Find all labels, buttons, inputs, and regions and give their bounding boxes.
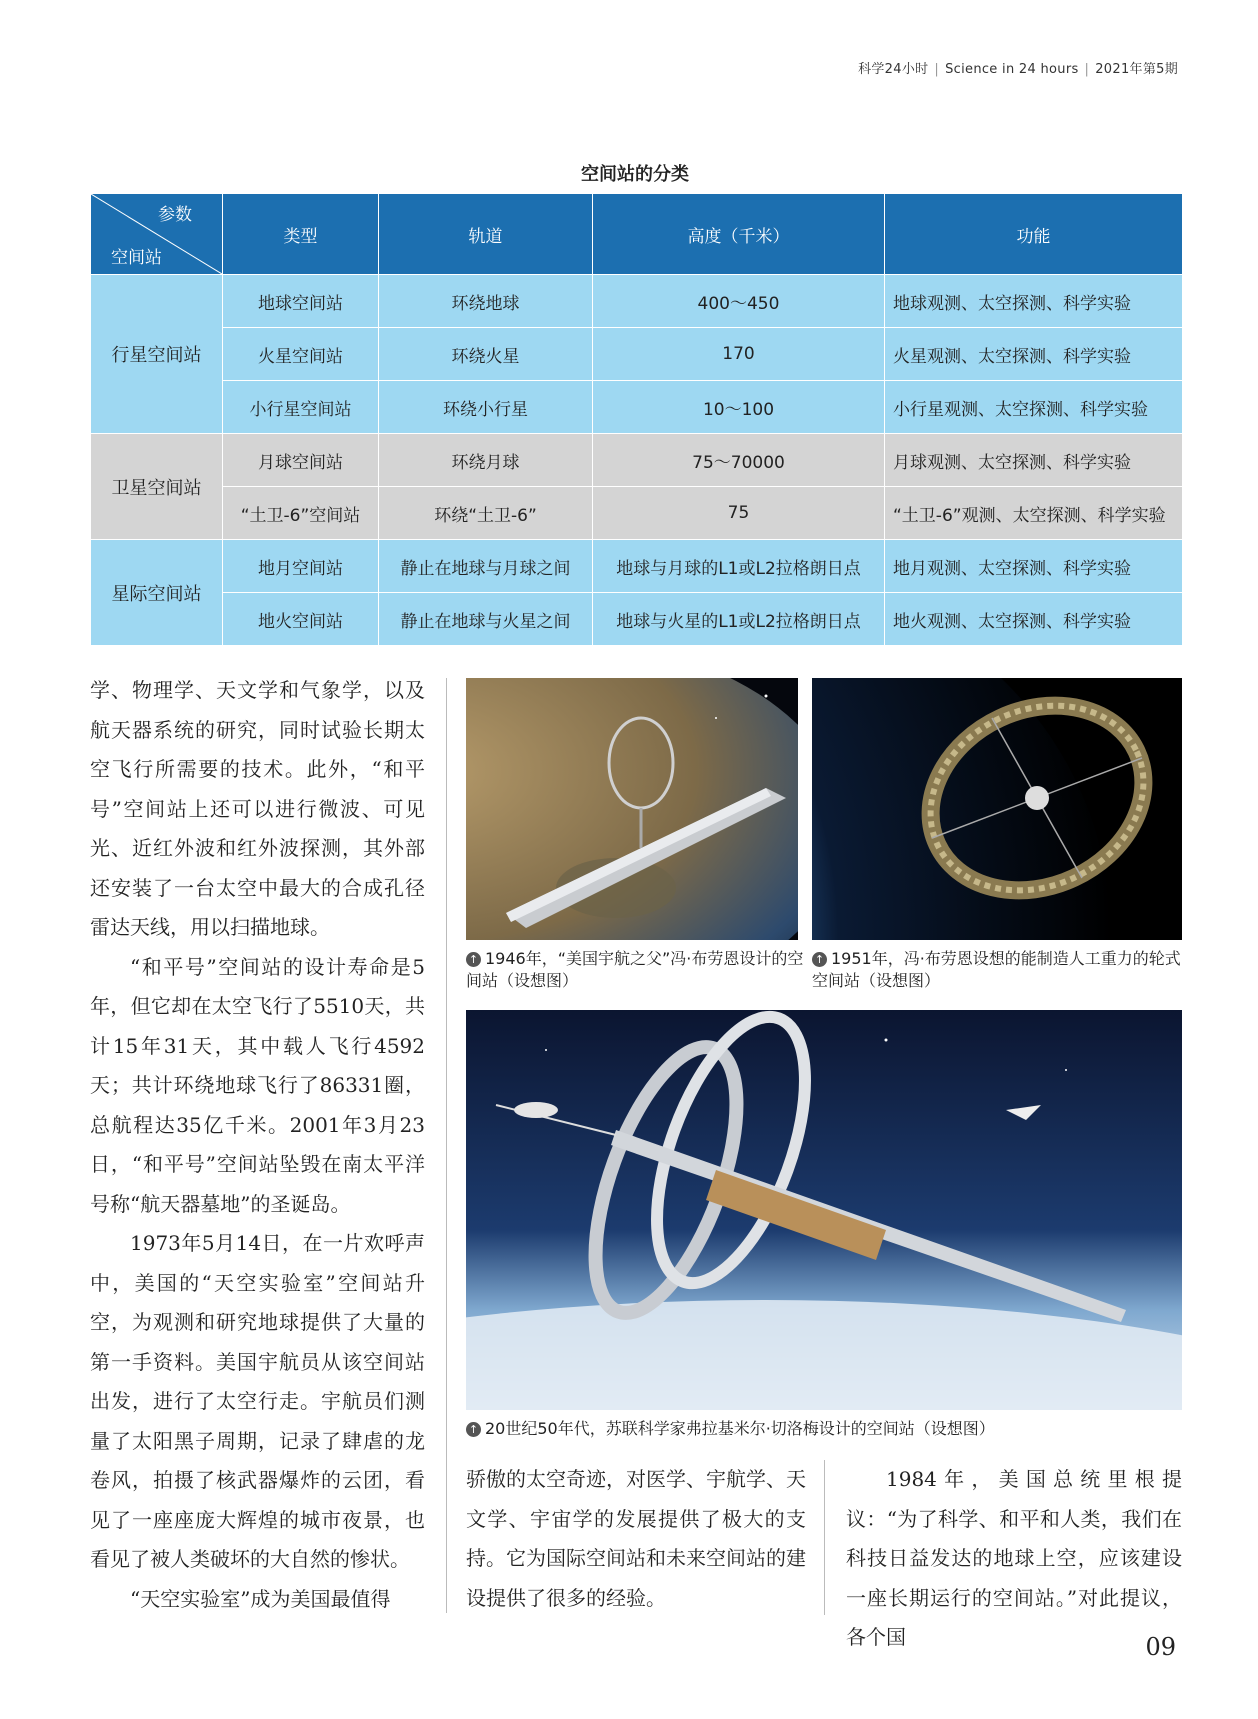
cell-type: “土卫-6”空间站 xyxy=(223,487,379,540)
cell-type: 地月空间站 xyxy=(223,540,379,593)
header-function: 功能 xyxy=(885,194,1183,275)
group-label: 卫星空间站 xyxy=(91,434,223,540)
header-journal-cn: 科学24小时 xyxy=(858,62,929,77)
cell-altitude: 400～450 xyxy=(593,275,885,328)
left-text-column xyxy=(90,671,425,1619)
photo-3-caption xyxy=(466,1418,1182,1440)
group-label: 行星空间站 xyxy=(91,275,223,434)
group-label: 星际空间站 xyxy=(91,540,223,646)
table-row xyxy=(91,593,1183,646)
caption-text: 1946年，“美国宇航之父”冯·布劳恩设计的空间站（设想图） xyxy=(466,949,804,990)
header-issue: 2021年第5期 xyxy=(1095,62,1178,77)
cell-function: 火星观测、太空探测、科学实验 xyxy=(885,328,1183,381)
middle-text-column xyxy=(466,1460,806,1618)
paragraph: 1973年5月14日，在一片欢呼声中，美国的“天空实验室”空间站升空，为观测和研究地球提供了大量的第一手资料。美国宇航员从该空间站出发，进行了太空行走。宇航员们测量了太阳黑子周期，记录了肆虐的龙卷风，拍摄了核武器爆炸的云团，看见了一座座庞大辉煌的城市夜景，也看见了被人类破坏的大自然的惨状。 xyxy=(90,1231,425,1571)
header-journal-en: Science in 24 hours xyxy=(945,62,1079,77)
cell-function: 地月观测、太空探测、科学实验 xyxy=(885,540,1183,593)
cell-type: 火星空间站 xyxy=(223,328,379,381)
cell-orbit: 环绕小行星 xyxy=(379,381,593,434)
photo-1951-wheel-station xyxy=(812,678,1182,940)
classification-table xyxy=(90,193,1183,646)
cell-function: 小行星观测、太空探测、科学实验 xyxy=(885,381,1183,434)
cell-orbit: 环绕“土卫-6” xyxy=(379,487,593,540)
table-row xyxy=(91,487,1183,540)
table-title: 空间站的分类 xyxy=(581,164,689,185)
column-divider xyxy=(446,678,447,1613)
cell-orbit: 静止在地球与月球之间 xyxy=(379,540,593,593)
cell-altitude: 地球与月球的L1或L2拉格朗日点 xyxy=(593,540,885,593)
page-number: 09 xyxy=(1145,1633,1176,1661)
corner-label-params: 参数 xyxy=(158,205,192,225)
table-row xyxy=(91,328,1183,381)
cell-function: 月球观测、太空探测、科学实验 xyxy=(885,434,1183,487)
paragraph: 骄傲的太空奇迹，对医学、宇航学、天文学、宇宙学的发展提供了极大的支持。它为国际空间站和未来空间站的建设提供了很多的经验。 xyxy=(466,1467,806,1610)
table-row xyxy=(91,540,1183,593)
header-type: 类型 xyxy=(223,194,379,275)
cell-altitude: 75～70000 xyxy=(593,434,885,487)
cell-altitude: 10～100 xyxy=(593,381,885,434)
photo-1-caption xyxy=(466,948,806,992)
caption-text: 20世纪50年代，苏联科学家弗拉基米尔·切洛梅设计的空间站（设想图） xyxy=(485,1419,995,1438)
corner-header xyxy=(91,194,223,275)
paragraph: 学、物理学、天文学和气象学，以及航天器系统的研究，同时试验长期太空飞行所需要的技术。此外，“和平号”空间站上还可以进行微波、可见光、近红外波和红外波探测，其外部还安装了一台太空中最大的合成孔径雷达天线，用以扫描地球。 xyxy=(90,678,425,939)
corner-label-station: 空间站 xyxy=(111,248,162,268)
cell-function: 地球观测、太空探测、科学实验 xyxy=(885,275,1183,328)
header-altitude: 高度（千米） xyxy=(593,194,885,275)
photo-2-caption xyxy=(812,948,1184,992)
cell-altitude: 地球与火星的L1或L2拉格朗日点 xyxy=(593,593,885,646)
paragraph: “天空实验室”成为美国最值得 xyxy=(130,1586,391,1611)
cell-orbit: 环绕火星 xyxy=(379,328,593,381)
caption-text: 1951年，冯·布劳恩设想的能制造人工重力的轮式空间站（设想图） xyxy=(812,949,1181,990)
cell-orbit: 静止在地球与火星之间 xyxy=(379,593,593,646)
table-row xyxy=(91,275,1183,328)
cell-orbit: 环绕月球 xyxy=(379,434,593,487)
cell-type: 地球空间站 xyxy=(223,275,379,328)
running-header: 科学24小时 | Science in 24 hours | 2021年第5期 xyxy=(858,62,1178,77)
photo-1950s-chelomey-station xyxy=(466,1010,1182,1410)
paragraph: 1984年，美国总统里根提议：“为了科学、和平和人类，我们在科技日益发达的地球上空，应该建设一座长期运行的空间站。”对此提议，各个国 xyxy=(846,1467,1182,1649)
cell-function: “土卫-6”观测、太空探测、科学实验 xyxy=(885,487,1183,540)
table-row xyxy=(91,434,1183,487)
right-text-column xyxy=(846,1460,1182,1658)
cell-type: 小行星空间站 xyxy=(223,381,379,434)
cell-orbit: 环绕地球 xyxy=(379,275,593,328)
up-arrow-circle-icon: ↑ xyxy=(466,1422,481,1437)
up-arrow-circle-icon: ↑ xyxy=(812,952,827,967)
cell-altitude: 170 xyxy=(593,328,885,381)
paragraph: “和平号”空间站的设计寿命是5年，但它却在太空飞行了5510天，共计15年31天，其中载人飞行4592天；共计环绕地球飞行了86331圈，总航程达35亿千米。2001年3月23日，“和平号”空间站坠毁在南太平洋号称“航天器墓地”的圣诞岛。 xyxy=(90,954,425,1216)
cell-type: 月球空间站 xyxy=(223,434,379,487)
header-orbit: 轨道 xyxy=(379,194,593,275)
cell-type: 地火空间站 xyxy=(223,593,379,646)
table-row xyxy=(91,381,1183,434)
photo-1946-space-station xyxy=(466,678,798,940)
cell-function: 地火观测、太空探测、科学实验 xyxy=(885,593,1183,646)
cell-altitude: 75 xyxy=(593,487,885,540)
column-divider xyxy=(824,1460,825,1615)
up-arrow-circle-icon: ↑ xyxy=(466,952,481,967)
